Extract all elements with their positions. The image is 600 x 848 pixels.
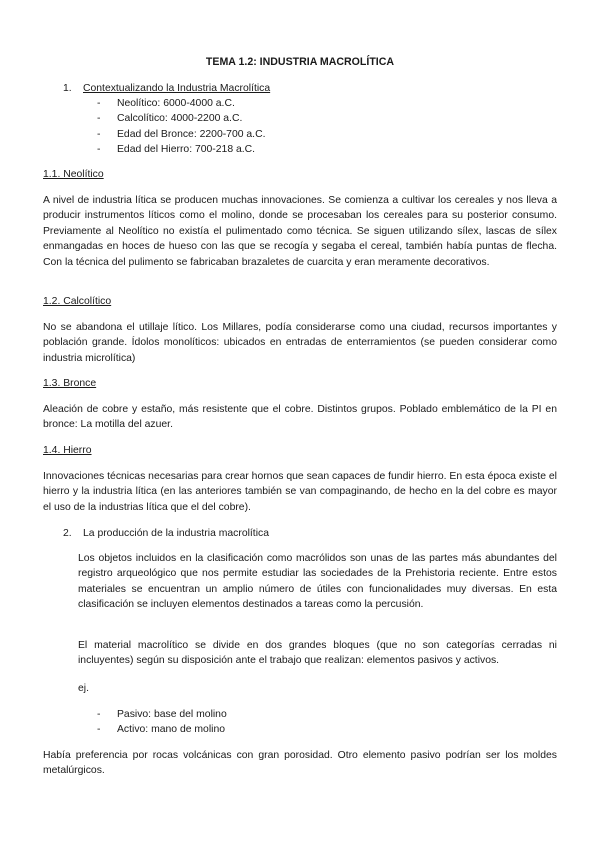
calcolitico-paragraph: No se abandona el utillaje lítico. Los Millares, podía considerarse como una ciudad, recursos importantes y población grande. Ídolos monolíticos: ubicados en entradas de enterramientos (se pueden considerar como industria microlítica) (43, 322, 557, 364)
neolitico-heading: 1.1. Neolítico (43, 169, 104, 180)
neolitico-paragraph: A nivel de industria lítica se producen muchas innovaciones. Se comienza a cultivar los cereales y nos lleva a producir instrumentos líticos como el molino, donde se procesaban los cereales para su posterior consumo. Previamente al Neolítico no existía el pulimentado como técnica. Se siguen utilizando sílex, lascas de sílex enmangadas en hoces de hueso con las que se recogía y segaba el cereal, también había puntas de flecha. Con la técnica del pulimento se fabricaban brazaletes de cuarcita y eran meramente decorativos. (43, 195, 557, 268)
hierro-paragraph: Innovaciones técnicas necesarias para crear hornos que sean capaces de fundir hierro. En esta época existe el hierro y la industria lítica (en las anteriores también se van compaginando, de hecho en la del cobre es mayor el uso de la industrias lítica que el del cobre). (43, 471, 557, 513)
section-2-title: La producción de la industria macrolítica (83, 528, 269, 539)
bronce-paragraph: Aleación de cobre y estaño, más resistente que el cobre. Distintos grupos. Poblado emblemático de la PI en bronce: La motilla del azuer. (43, 404, 557, 431)
periods-list (97, 96, 265, 158)
closing-paragraph: Había preferencia por rocas volcánicas con gran porosidad. Otro elemento pasivo podrían ser los moldes metalúrgicos. (43, 750, 557, 777)
list-item: - Pasivo: base del molino (97, 707, 227, 722)
list-item: - Activo: mano de molino (97, 722, 227, 737)
list-item: - Calcolítico: 4000-2200 a.C. (97, 111, 265, 126)
hierro-heading: 1.4. Hierro (43, 445, 92, 456)
section-1-title: Contextualizando la Industria Macrolítica (83, 83, 271, 94)
example-label: ej. (78, 683, 89, 694)
calcolitico-heading: 1.2. Calcolítico (43, 296, 112, 307)
list-item: - Edad del Hierro: 700-218 a.C. (97, 142, 265, 157)
list-item: - Neolítico: 6000-4000 a.C. (97, 96, 265, 111)
bronce-heading: 1.3. Bronce (43, 378, 97, 389)
section-2-number: 2. (63, 528, 72, 539)
list-item: - Edad del Bronce: 2200-700 a.C. (97, 127, 265, 142)
production-paragraph-2: El material macrolítico se divide en dos grandes bloques (que no son categorías cerradas ni incluyentes) según su disposición ante el trabajo que realizan: elementos pasivos y activos. (78, 640, 557, 667)
production-paragraph-1: Los objetos incluidos en la clasificación como macrólidos son unas de las partes más abundantes del registro arqueológico que nos permite estudiar las sociedades de la Prehistoria reciente. Entre estos materiales se encuentran un amplio número de útiles con funcionalidades muy diversas. En esta clasificación se incluyen elementos destinados a tareas como la percusión. (78, 553, 557, 611)
examples-list (97, 707, 227, 738)
page-title: TEMA 1.2: INDUSTRIA MACROLÍTICA (205, 56, 395, 68)
section-1-number: 1. (63, 83, 72, 94)
